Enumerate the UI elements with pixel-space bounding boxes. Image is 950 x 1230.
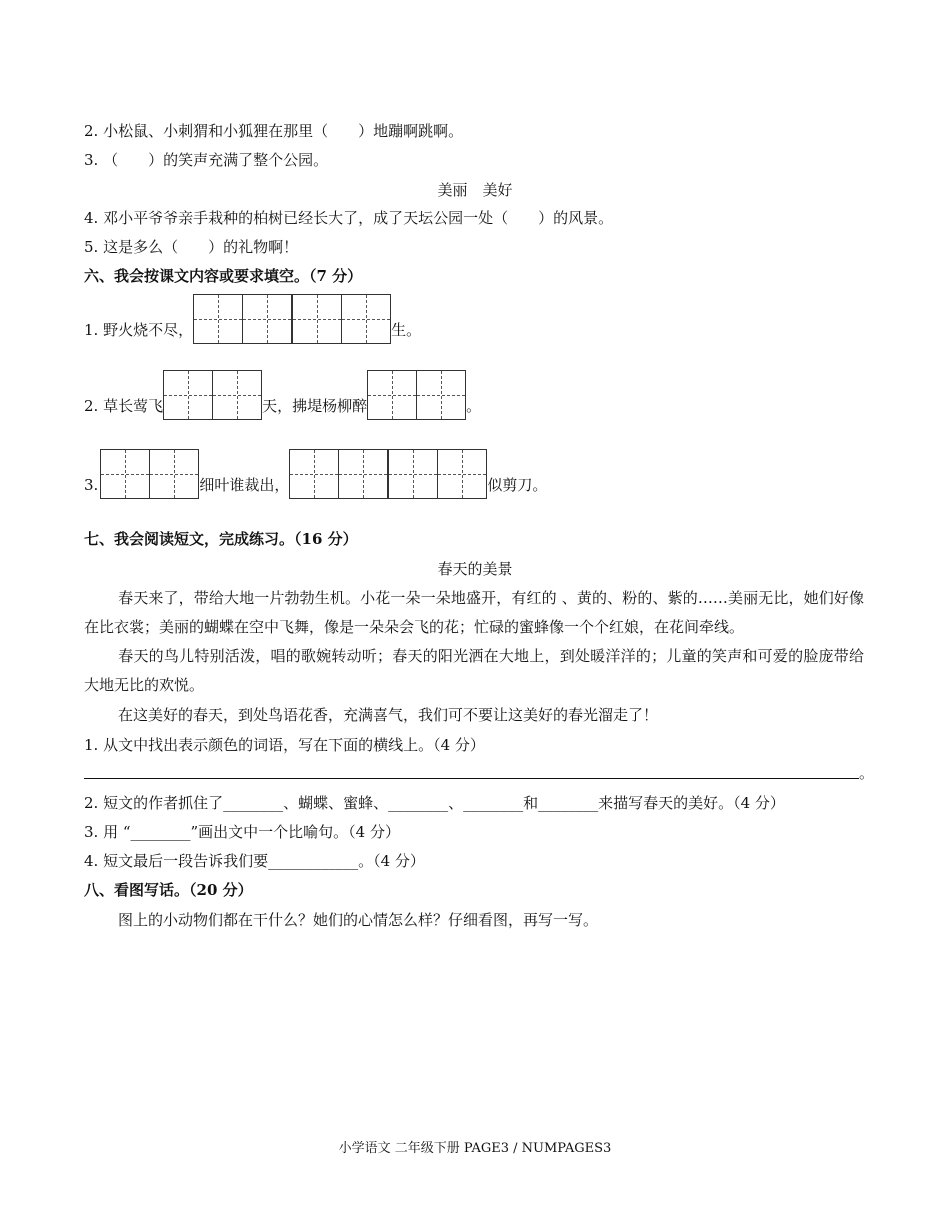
passage-paragraph-1 bbox=[84, 584, 864, 642]
word-choice: 美丽 美好 bbox=[437, 181, 513, 199]
grid-cell[interactable] bbox=[341, 294, 391, 344]
question-5-3: 3. （ ）的笑声充满了整个公园。 bbox=[84, 151, 329, 169]
grid-cell[interactable] bbox=[212, 370, 262, 420]
grid-cell[interactable] bbox=[163, 370, 212, 420]
question-6-2-before: 2. 草长莺飞 bbox=[84, 397, 164, 415]
grid-cell[interactable] bbox=[416, 370, 466, 420]
page-footer: 小学语文 二年级下册 PAGE3 / NUMPAGES3 bbox=[338, 1141, 612, 1156]
passage-title: 春天的美景 bbox=[437, 560, 513, 578]
answer-line[interactable] bbox=[84, 778, 859, 779]
writing-grid[interactable] bbox=[367, 370, 466, 420]
writing-grid[interactable] bbox=[292, 294, 391, 344]
grid-cell[interactable] bbox=[388, 449, 437, 499]
question-6-1-after: 生。 bbox=[391, 321, 422, 339]
question-6-3 bbox=[84, 449, 547, 499]
grid-cell[interactable] bbox=[100, 449, 149, 499]
question-5-2: 2. 小松鼠、小刺猬和小狐狸在那里（ ）地蹦啊跳啊。 bbox=[84, 122, 464, 140]
section-6-heading: 六、我会按课文内容或要求填空。（7 分） bbox=[84, 267, 363, 285]
section-8-heading: 八、看图写话。（20 分） bbox=[84, 881, 253, 899]
writing-grid[interactable] bbox=[163, 370, 262, 420]
writing-grid[interactable] bbox=[388, 449, 487, 499]
grid-cell[interactable] bbox=[242, 294, 292, 344]
grid-cell[interactable] bbox=[193, 294, 242, 344]
question-5-5: 5. 这是多么（ ）的礼物啊！ bbox=[84, 238, 299, 256]
section-7-heading: 七、我会阅读短文，完成练习。（16 分） bbox=[84, 530, 358, 548]
grid-cell[interactable] bbox=[149, 449, 199, 499]
answer-line-end: 。 bbox=[859, 764, 875, 782]
writing-grid[interactable] bbox=[100, 449, 199, 499]
grid-cell[interactable] bbox=[367, 370, 416, 420]
question-6-1 bbox=[84, 294, 421, 344]
question-5-4: 4. 邓小平爷爷亲手栽种的柏树已经长大了，成了天坛公园一处（ ）的风景。 bbox=[84, 209, 614, 227]
passage-paragraph-3 bbox=[84, 701, 864, 730]
paragraph-text: 在这美好的春天，到处鸟语花香，充满喜气，我们可不要让这美好的春光溜走了！ bbox=[118, 706, 659, 724]
question-6-2-middle: 天，拂堤杨柳醉 bbox=[262, 397, 368, 415]
question-6-2-after: 。 bbox=[466, 397, 482, 415]
question-6-2 bbox=[84, 370, 481, 420]
question-6-3-after: 似剪刀。 bbox=[487, 476, 548, 494]
grid-cell[interactable] bbox=[289, 449, 338, 499]
passage-paragraph-2 bbox=[84, 642, 864, 700]
question-6-3-middle: 细叶谁裁出， bbox=[199, 476, 290, 494]
grid-cell[interactable] bbox=[338, 449, 388, 499]
writing-grid[interactable] bbox=[193, 294, 292, 344]
question-7-3: 3. 用 “________”画出文中一个比喻句。（4 分） bbox=[84, 823, 400, 841]
question-7-1: 1. 从文中找出表示颜色的词语，写在下面的横线上。（4 分） bbox=[84, 736, 485, 754]
writing-grid[interactable] bbox=[289, 449, 388, 499]
paragraph-text: 春天的鸟儿特别活泼，唱的歌婉转动听；春天的阳光洒在大地上，到处暖洋洋的；儿童的笑声和可爱的脸庞带给大地无比的欢悦。 bbox=[84, 647, 864, 694]
grid-cell[interactable] bbox=[292, 294, 341, 344]
question-7-4: 4. 短文最后一段告诉我们要____________。（4 分） bbox=[84, 852, 425, 870]
paragraph-text: 春天来了，带给大地一片勃勃生机。小花一朵一朵地盛开，有红的 、黄的、粉的、紫的……美丽无比，她们好像在比衣裳；美丽的蝴蝶在空中飞舞，像是一朵朵会飞的花；忙碌的蜜蜂像一个个红娘，在花间牵线。 bbox=[84, 589, 864, 636]
question-7-2: 2. 短文的作者抓住了________、蝴蝶、蜜蜂、________、________和________来描写春天的美好。（4 分） bbox=[84, 794, 785, 812]
question-6-1-before: 1. 野火烧不尽， bbox=[84, 321, 194, 339]
question-6-3-before: 3. bbox=[84, 476, 99, 494]
writing-prompt: 图上的小动物们都在干什么？她们的心情怎么样？仔细看图，再写一写。 bbox=[118, 911, 599, 929]
grid-cell[interactable] bbox=[437, 449, 487, 499]
